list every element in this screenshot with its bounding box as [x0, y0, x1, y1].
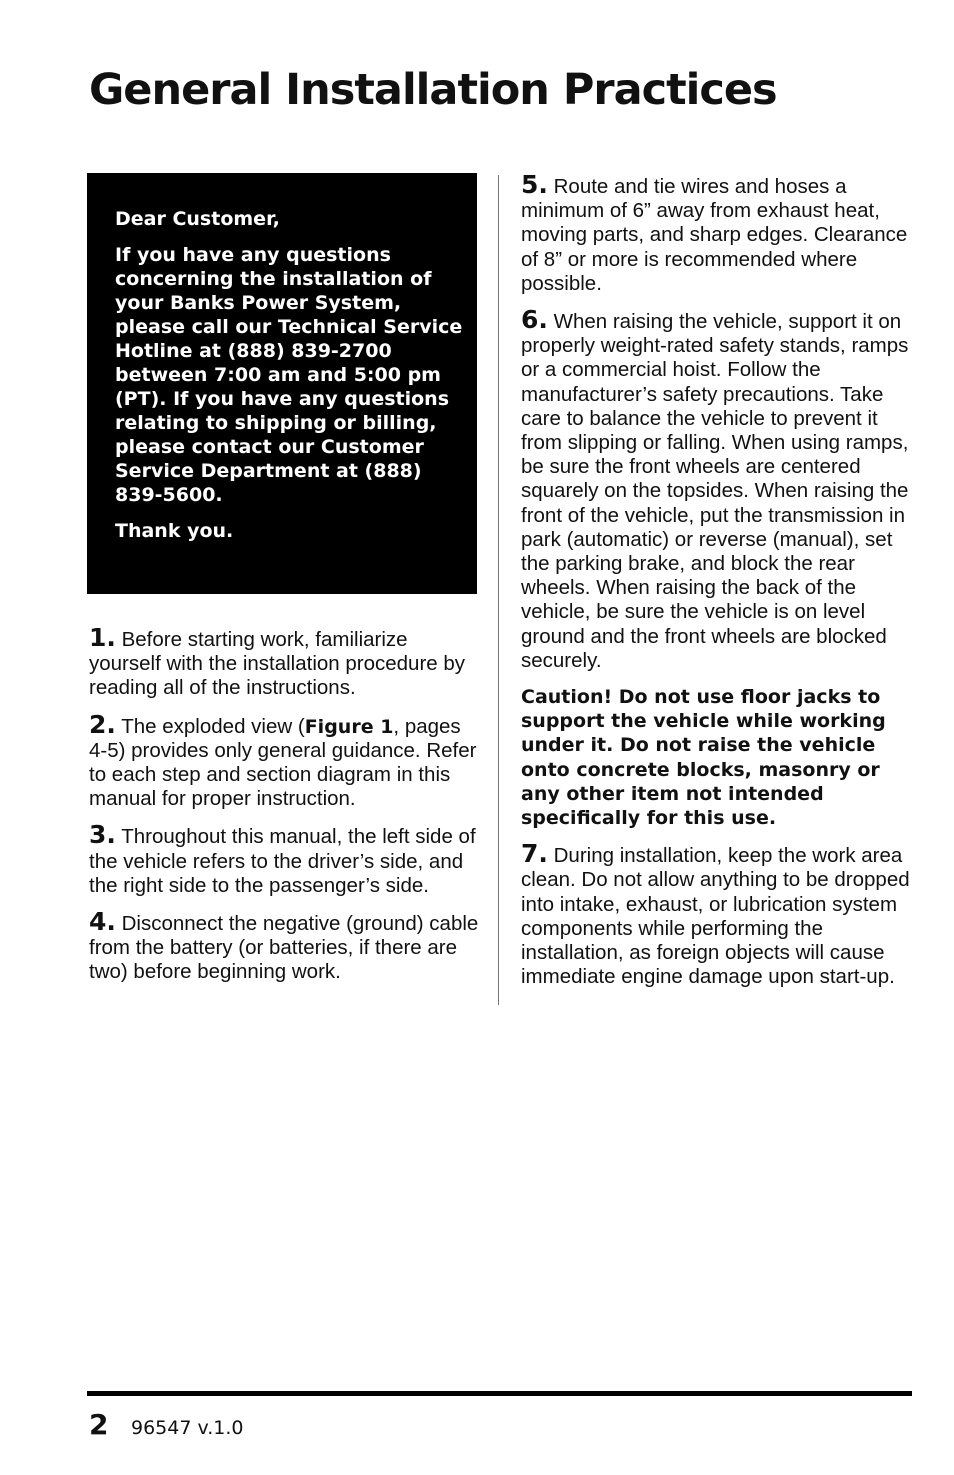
step-text: The exploded view ( [121, 714, 305, 738]
step-text: During installation, keep the work area clean. Do not allow anything to be dropped into intake, exhaust, or lubrication system components while performing the installation, as foreign objects will cause immediate engine damage upon start-up. [521, 844, 910, 989]
footer-rule [87, 1391, 912, 1396]
step-3 [89, 820, 481, 898]
column-divider [498, 175, 499, 1005]
caution-warning: Caution! Do not use floor jacks to support the vehicle while working under it. Do not raise the vehicle onto concrete blocks, masonry or any other item not intended specifically for this use. [521, 686, 886, 830]
step-4 [89, 907, 481, 985]
step-2 [89, 709, 481, 812]
customer-notice-box [87, 173, 477, 594]
document-version: 96547 v.1.0 [131, 1417, 244, 1439]
step-5 [521, 170, 916, 296]
step-number: 6. [521, 305, 548, 335]
figure-reference: Figure 1 [304, 715, 394, 738]
step-number: 1. [89, 623, 116, 652]
step-text: When raising the vehicle, support it on properly weight-rated safety stands, ramps or a commercial hoist. Follow the manufacturer’s safety precautions. Take care to balance the vehicle to prevent it from slipping or falling. When using ramps, be sure the front wheels are centered squarely on the topsides. When raising the front of the vehicle, put the transmission in park (automatic) or reverse (manual), set the parking brake, and block the rear wheels. When raising the back of the vehicle, be sure the vehicle is on level ground and the front wheels are blocked securely. [521, 310, 909, 672]
step-number: 4. [89, 907, 116, 937]
notice-closing: Thank you. [115, 520, 234, 542]
step-number: 2. [89, 709, 116, 739]
step-text: Throughout this manual, the left side of the vehicle refers to the driver’s side, and the right side to the passenger’s side. [89, 825, 476, 897]
step-number: 3. [89, 820, 116, 850]
step-text: Before starting work, familiarize yourself with the installation procedure by reading all of the instructions. [89, 628, 466, 700]
step-1 [89, 623, 481, 701]
notice-greeting: Dear Customer, [115, 208, 280, 230]
step-text: Route and tie wires and hoses a minimum of 6” away from exhaust heat, moving parts, and sharp edges. Clearance of 8” or more is recommended where possible. [521, 175, 908, 295]
step-number: 7. [521, 839, 548, 869]
page-number: 2 [89, 1408, 109, 1441]
step-text: Disconnect the negative (ground) cable from the battery (or batteries, if there are two) before beginning work. [89, 912, 479, 984]
step-text: , pages 4-5) provides only general guidance. Refer to each step and section diagram in this manual for proper instruction. [89, 714, 477, 811]
notice-body: If you have any questions concerning the installation of your Banks Power System, please call our Technical Service Hotline at (888) 839-2700 between 7:00 am and 5:00 pm (PT). If you have any questions relating to shipping or billing, please contact our Customer Service Department at (888) 839-5600. [115, 244, 463, 506]
step-7 [521, 839, 916, 989]
right-column [521, 170, 916, 1002]
page-title: General Installation Practices [89, 65, 777, 115]
step-number: 5. [521, 170, 548, 199]
left-column [89, 623, 481, 997]
step-6 [521, 305, 916, 673]
